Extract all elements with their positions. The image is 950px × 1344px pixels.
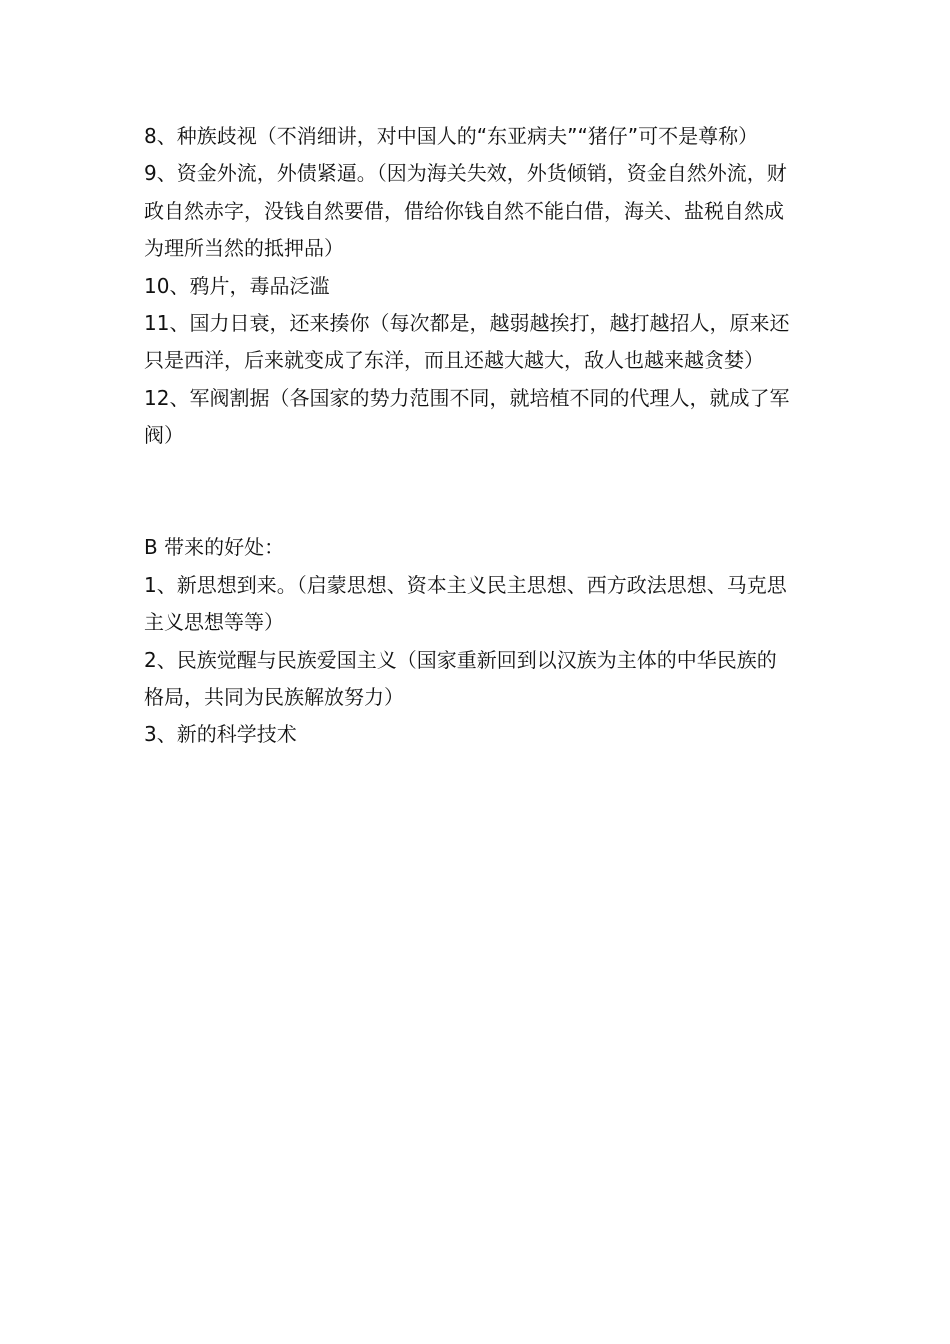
section-heading: B 带来的好处： <box>144 535 285 560</box>
text-line: 3、新的科学技术 <box>144 722 297 747</box>
text-line: 政自然赤字，没钱自然要借，借给你钱自然不能白借，海关、盐税自然成 <box>144 198 784 223</box>
text-line: 1、新思想到来。（启蒙思想、资本主义民主思想、西方政法思想、马克思 <box>144 572 787 597</box>
text-line: 8、种族歧视（不消细讲，对中国人的“东亚病夫”“猪仔”可不是尊称） <box>144 124 759 148</box>
text-line: 只是西洋，后来就变成了东洋，而且还越大越大，敌人也越来越贪婪） <box>144 348 764 373</box>
text-line: 9、资金外流，外债紧逼。（因为海关失效，外货倾销，资金自然外流，财 <box>144 161 787 186</box>
text-line: 格局，共同为民族解放努力） <box>144 685 404 710</box>
text-line: 阀） <box>144 423 184 448</box>
text-line: 10、鸦片，毒品泛滥 <box>144 273 330 298</box>
paragraph-gap <box>144 455 812 530</box>
text-line: 12、军阀割据（各国家的势力范围不同，就培植不同的代理人，就成了军 <box>144 385 790 410</box>
text-line: 11、国力日衰，还来揍你（每次都是，越弱越挨打，越打越招人，原来还 <box>144 311 790 336</box>
document-body <box>144 118 812 754</box>
text-line: 为理所当然的抵押品） <box>144 236 344 261</box>
text-line: 主义思想等等） <box>144 610 284 635</box>
text-line: 2、民族觉醒与民族爱国主义（国家重新回到以汉族为主体的中华民族的 <box>144 647 777 672</box>
